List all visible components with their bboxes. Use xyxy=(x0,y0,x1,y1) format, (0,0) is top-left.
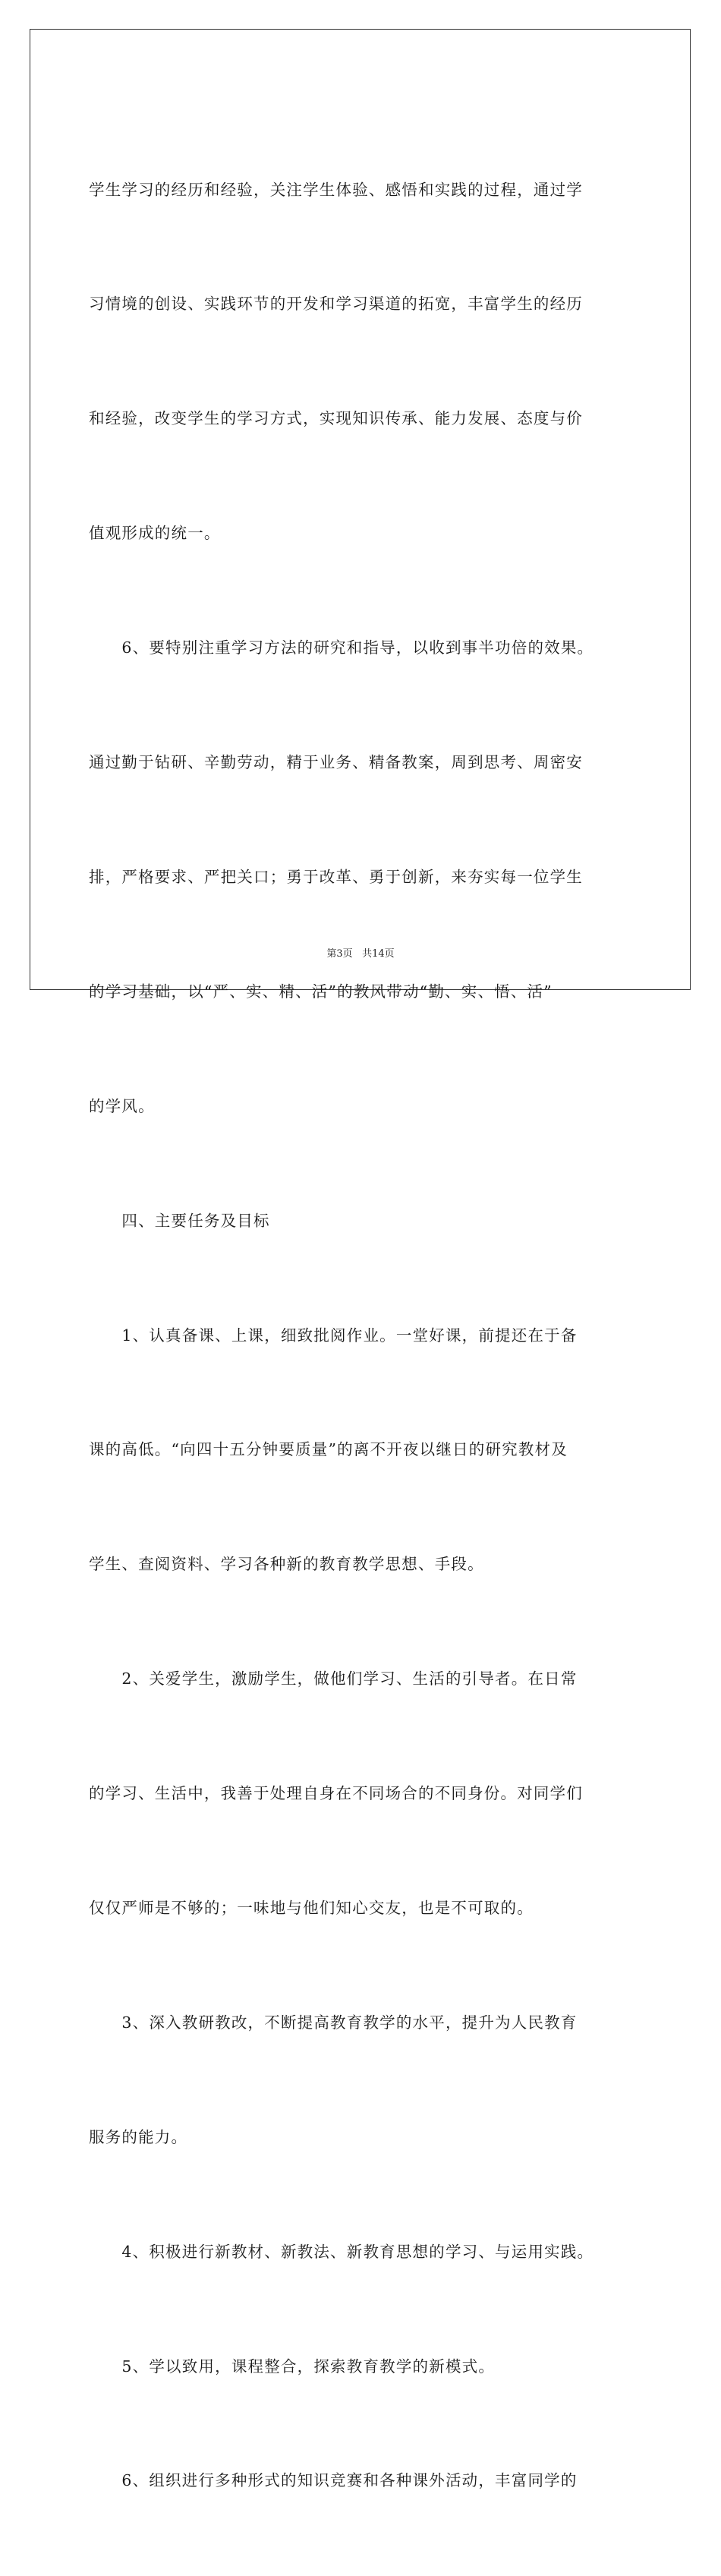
text-line: 服务的能力。 xyxy=(89,2127,188,2146)
text-line: 值观形成的统一。 xyxy=(89,524,221,543)
text-line: 6、组织进行多种形式的知识竞赛和各种课外活动，丰富同学的 xyxy=(89,2471,578,2490)
text-line: 通过勤于钻研、辛勤劳动，精于业务、精备教案，周到思考、周密安 xyxy=(89,753,583,772)
text-line: 的学习基础，以“严、实、精、活”的教风带动“勤、实、悟、活” xyxy=(89,982,553,1001)
text-line: 学生、查阅资料、学习各种新的教育教学思想、手段。 xyxy=(89,1555,484,1574)
body-text xyxy=(89,94,643,2576)
text-line: 6、要特别注重学习方法的研究和指导，以收到事半功倍的效果。 xyxy=(89,638,594,657)
text-line: 学生学习的经历和经验，关注学生体验、感悟和实践的过程，通过学 xyxy=(89,180,583,199)
document-body xyxy=(89,94,643,2576)
section-heading: 四、主要任务及目标 xyxy=(89,1211,270,1230)
text-line: 3、深入教研教改，不断提高教育教学的水平，提升为人民教育 xyxy=(89,2013,578,2032)
page-number: 第3页 xyxy=(326,948,353,960)
text-line: 仅仅严师是不够的；一味地与他们知心交友，也是不可取的。 xyxy=(89,1898,534,1917)
text-line: 习情境的创设、实践环节的开发和学习渠道的拓宽，丰富学生的经历 xyxy=(89,295,583,314)
page-footer xyxy=(0,947,721,961)
text-line: 课的高低。“向四十五分钟要质量”的离不开夜以继日的研究教材及 xyxy=(89,1440,568,1459)
text-line: 和经验，改变学生的学习方式，实现知识传承、能力发展、态度与价 xyxy=(89,409,583,428)
text-line: 的学风。 xyxy=(89,1096,155,1115)
text-line: 的学习、生活中，我善于处理自身在不同场合的不同身份。对同学们 xyxy=(89,1784,583,1803)
text-line: 4、积极进行新教材、新教法、新教育思想的学习、与运用实践。 xyxy=(89,2242,594,2261)
page-total: 共14页 xyxy=(362,948,395,960)
text-line: 2、关爱学生，激励学生，做他们学习、生活的引导者。在日常 xyxy=(89,1670,578,1688)
text-line: 排，严格要求、严把关口；勇于改革、勇于创新，来夯实每一位学生 xyxy=(89,867,583,886)
text-line: 5、学以致用，课程整合，探索教育教学的新模式。 xyxy=(89,2357,496,2376)
text-line: 1、认真备课、上课，细致批阅作业。一堂好课，前提还在于备 xyxy=(89,1326,578,1345)
